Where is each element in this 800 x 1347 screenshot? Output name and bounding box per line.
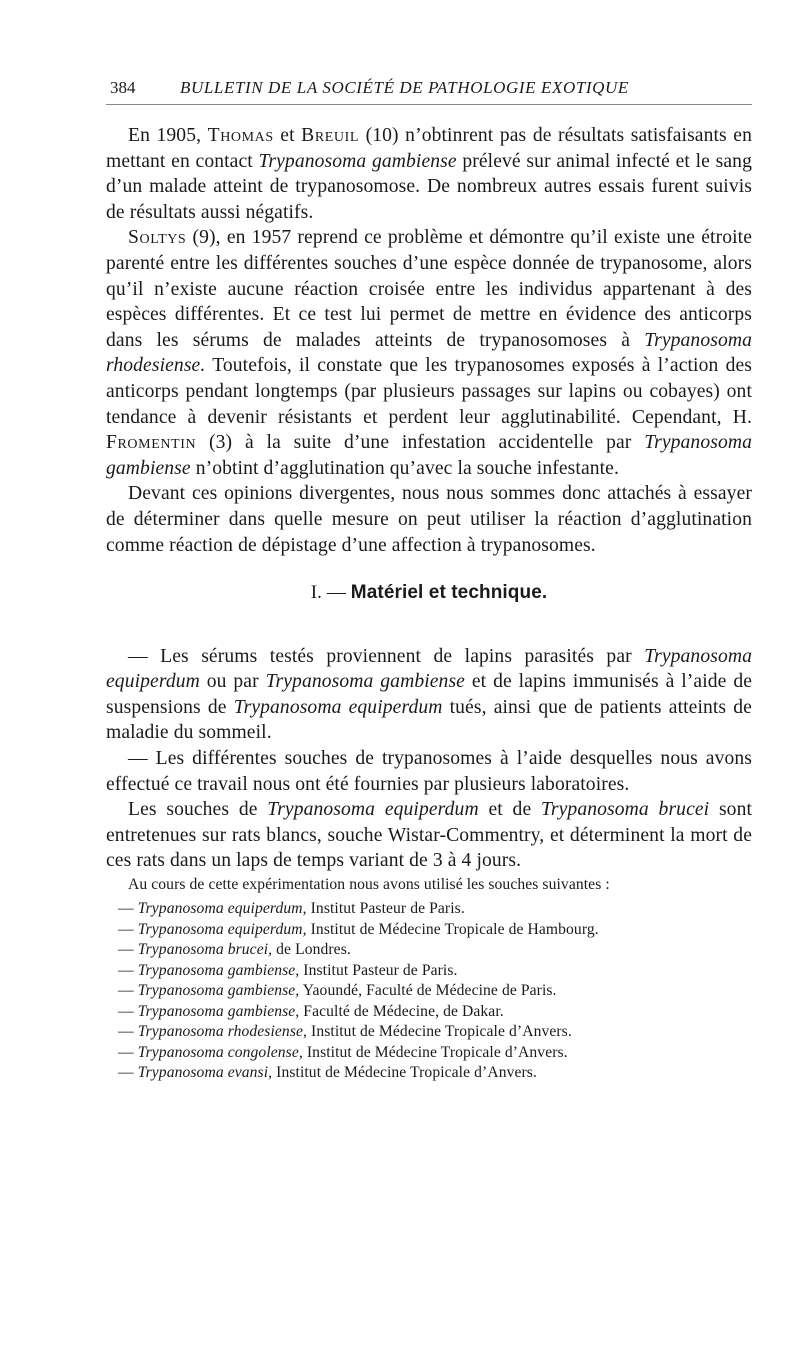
list-item: [118, 940, 752, 961]
list-item: [118, 1002, 752, 1023]
strain-source: de Londres.: [272, 941, 351, 959]
text-run: En 1905,: [128, 125, 208, 146]
list-dash: —: [118, 1043, 138, 1061]
paragraph-4: [106, 644, 752, 746]
species-name: Trypanosoma gambiense: [265, 671, 465, 693]
author-name: Soltys: [128, 227, 187, 249]
list-item: [118, 920, 752, 941]
strain-source: Institut de Médecine Tropicale d’Anvers.: [302, 1043, 568, 1061]
strains-intro: Au cours de cette expérimentation nous avons utilisé les souches suivantes :: [128, 876, 610, 894]
list-dash: —: [118, 941, 138, 959]
species-name: Trypanosoma equiperdum,: [137, 900, 307, 918]
text-run: et de: [478, 799, 541, 821]
section-number: I. —: [310, 582, 351, 604]
list-item: [118, 1063, 752, 1084]
paragraph-2: [106, 225, 752, 481]
text-run: Les souches de: [128, 799, 268, 821]
paragraph-6: [106, 797, 752, 874]
list-dash: —: [118, 1023, 138, 1041]
strain-source: Faculté de Médecine, de Dakar.: [299, 1002, 504, 1020]
strain-source: Institut de Médecine Tropicale de Hambourg.: [306, 920, 599, 938]
author-name: Breuil: [301, 125, 360, 146]
list-item: [118, 981, 752, 1002]
text-run: (3) à la suite d’une infestation accidentelle par: [196, 432, 645, 454]
species-name: Trypanosoma evansi,: [137, 1064, 273, 1082]
species-name: Trypanosoma congolense,: [137, 1043, 303, 1061]
list-dash: —: [118, 920, 138, 938]
text-run: — Les sérums testés proviennent de lapins parasités par: [128, 645, 645, 667]
text-run: prélevé sur animal infecté et le sang d’un malade atteint de trypanosomose. De nombreux autres essais furent suivis de résultats aussi négatifs.: [106, 150, 752, 223]
species-name: Trypanosoma rhodesiense.: [106, 329, 752, 377]
section-title: Matériel et technique.: [350, 582, 548, 604]
text-run: sont entretenues sur rats blancs, souche Wistar-Commentry, et déterminent la mort de ces rats dans un laps de temps variant de 3 à 4 jours.: [106, 799, 753, 872]
paragraph-1: [106, 123, 752, 225]
strain-source: Institut de Médecine Tropicale d’Anvers.: [272, 1064, 537, 1082]
text-run: et de lapins immunisés à l’aide de suspensions de: [106, 671, 753, 718]
species-name: Trypanosoma rhodesiense,: [137, 1023, 308, 1041]
strain-source: Yaoundé, Faculté de Médecine de Paris.: [299, 982, 557, 1000]
species-name: Trypanosoma brucei,: [137, 941, 273, 959]
species-name: Trypanosoma gambiense: [106, 432, 752, 479]
section-heading: [106, 580, 752, 606]
list-dash: —: [118, 961, 138, 979]
species-name: Trypanosoma equiperdum: [233, 696, 443, 718]
paragraph-3: Devant ces opinions divergentes, nous nous sommes donc attachés à essayer de déterminer dans quelle mesure on peut utiliser la réaction d’agglutination comme réaction de dépistage d’une affection à trypanosomes.: [106, 483, 752, 556]
text-run: et: [273, 125, 302, 146]
list-item: [118, 899, 752, 920]
list-dash: —: [118, 1064, 138, 1082]
species-name: Trypanosoma equiperdum: [106, 645, 752, 693]
species-name: Trypanosoma gambiense,: [137, 982, 300, 1000]
author-name: Thomas: [207, 125, 274, 146]
text-run: (9), en 1957 reprend ce problème et démontre qu’il existe une étroite parenté entre les différentes souches d’une espèce donnée de trypanosome, alors qu’il n’existe aucune réaction croisée entre les individus appartenant à des espèces différentes. Et ce test lui permet de mettre en évidence des anticorps dans les sérums de malades atteints de trypanosomoses à: [106, 227, 752, 351]
species-name: Trypanosoma gambiense: [258, 150, 457, 172]
journal-title: BULLETIN DE LA SOCIÉTÉ DE PATHOLOGIE EXOTIQUE: [180, 78, 629, 97]
species-name: Trypanosoma gambiense,: [137, 1002, 300, 1020]
list-dash: —: [118, 1002, 138, 1020]
species-name: Trypanosoma gambiense,: [137, 961, 300, 979]
list-item: [118, 1043, 752, 1064]
text-run: Toutefois, il constate que les trypanosomes exposés à l’action des anticorps pendant longtemps (par plusieurs passages sur lapins ou cobayes) ont tendance à devenir résistants et perdent leur agglutinabilité. Cependant, H.: [106, 355, 752, 428]
paragraph-5: — Les différentes souches de trypanosomes à l’aide desquelles nous avons effectué ce travail nous ont été fournies par plusieurs laboratoires.: [106, 748, 752, 795]
list-item: [118, 1022, 752, 1043]
text-run: tués, ainsi que de patients atteints de maladie du sommeil.: [106, 696, 752, 744]
strain-list: [106, 899, 752, 1084]
list-dash: —: [118, 982, 138, 1000]
strain-source: Institut de Médecine Tropicale d’Anvers.: [307, 1023, 572, 1041]
species-name: Trypanosoma equiperdum,: [137, 920, 307, 938]
text-run: ou par: [199, 671, 266, 693]
list-item: [118, 961, 752, 982]
species-name: Trypanosoma equiperdum: [267, 799, 479, 821]
text-run: n’obtint d’agglutination qu’avec la souche infestante.: [190, 457, 619, 479]
article-body: [106, 123, 752, 1084]
text-run: (10) n’obtinrent pas de résultats satisfaisants en mettant en contact: [106, 125, 752, 172]
strain-source: Institut Pasteur de Paris.: [299, 961, 458, 979]
running-header: [106, 74, 752, 105]
list-dash: —: [118, 900, 138, 918]
species-name: Trypanosoma brucei: [541, 799, 710, 821]
page-number: 384: [110, 78, 136, 97]
strain-source: Institut Pasteur de Paris.: [306, 900, 465, 918]
author-name: Fromentin: [106, 432, 197, 454]
